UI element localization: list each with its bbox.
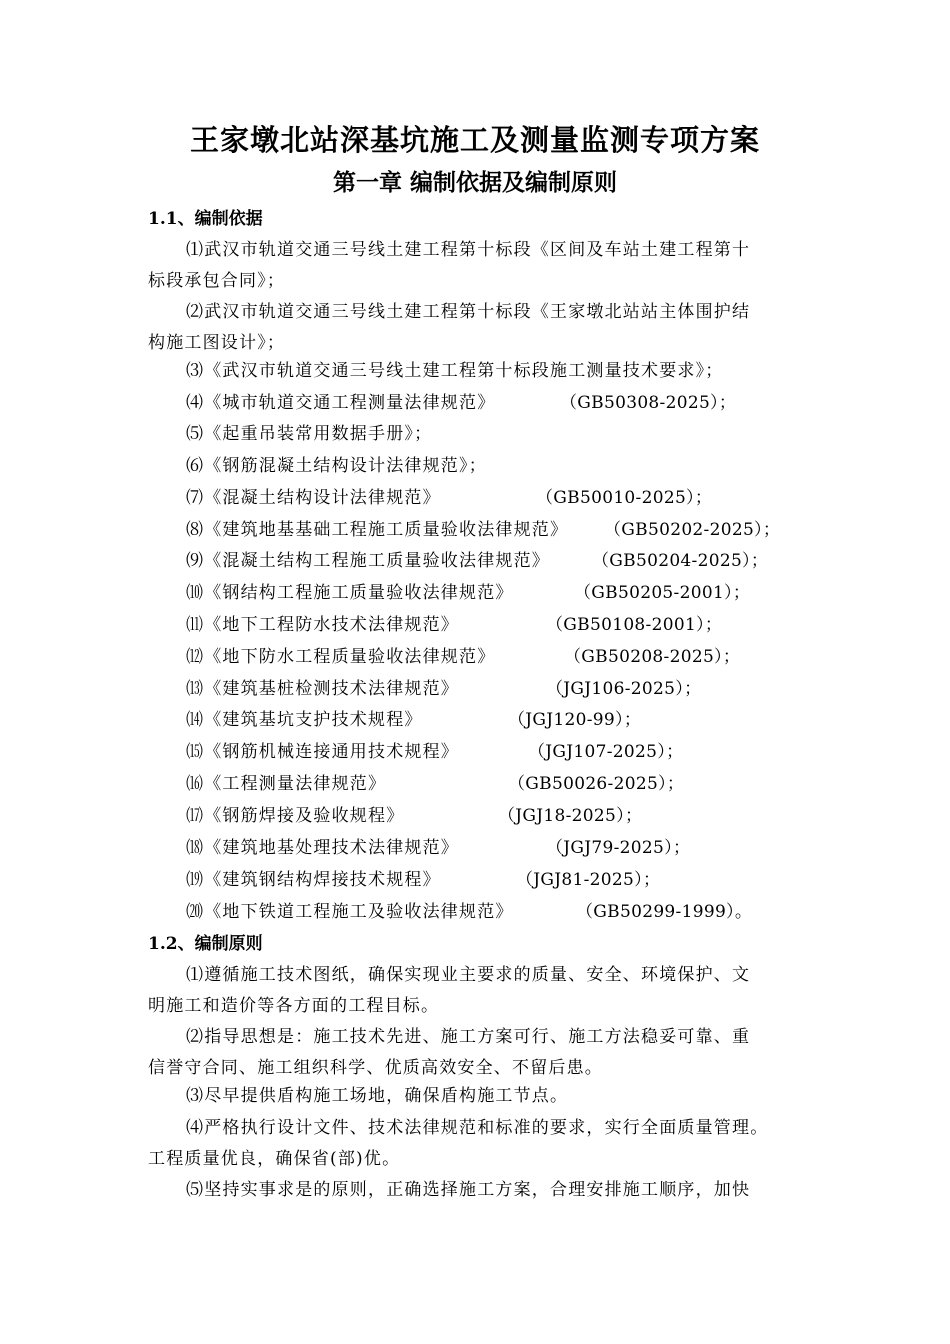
standard-name: ⑺《混凝土结构设计法律规范》 — [186, 488, 441, 508]
standard-name: ⑾《地下工程防水技术法律规范》 — [186, 615, 459, 635]
basis-item — [186, 642, 741, 667]
basis-item — [186, 801, 643, 826]
basis-item — [186, 737, 684, 762]
section-heading-basis: 1.1、编制依据 — [148, 209, 263, 229]
basis-item — [186, 388, 737, 413]
standard-name: ⒀《建筑基桩检测技术法律规范》 — [186, 679, 459, 699]
standard-name: ⒆《建筑钢结构焊接技术规程》 — [186, 870, 441, 890]
basis-item — [186, 674, 702, 699]
standard-code: （GB50205-2001）； — [574, 583, 751, 603]
standard-name: ⑷《城市轨道交通工程测量法律规范》 — [186, 393, 496, 413]
document-title: 王家墩北站深基坑施工及测量监测专项方案 — [189, 123, 760, 157]
basis-item — [186, 419, 432, 444]
basis-item-continuation: 构施工图设计》； — [148, 333, 286, 353]
principle-item: ⑸坚持实事求是的原则，正确选择施工方案，合理安排施工顺序，加快 — [186, 1180, 751, 1200]
principle-item: ⑵指导思想是：施工技术先进、施工方案可行、施工方法稳妥可靠、重 — [186, 1027, 751, 1047]
standard-code: （GB50010-2025）； — [536, 488, 713, 508]
basis-item — [186, 769, 685, 794]
basis-item: ⑶《武汉市轨道交通三号线土建工程第十标段施工测量技术要求》； — [186, 361, 724, 381]
basis-item — [186, 515, 781, 540]
principle-item: ⑴遵循施工技术图纸，确保实现业主要求的质量、安全、环境保护、文 — [186, 965, 751, 985]
chapter-heading: 第一章 编制依据及编制原则 — [332, 169, 617, 196]
principle-item: ⑶尽早提供盾构施工场地，确保盾构施工节点。 — [186, 1086, 569, 1106]
standard-code: （JGJ106-2025）； — [546, 679, 702, 699]
standard-code: （JGJ81-2025）； — [516, 870, 661, 890]
principle-item: ⑷严格执行设计文件、技术法律规范和标准的要求，实行全面质量管理。 — [186, 1118, 769, 1138]
standard-code: （GB50208-2025）； — [564, 647, 741, 667]
basis-item — [186, 705, 642, 730]
standard-code: （GB50299-1999）。 — [576, 902, 753, 922]
basis-item-continuation: 标段承包合同》； — [148, 271, 286, 291]
standard-code: （JGJ18-2025）； — [498, 806, 643, 826]
principle-item-continuation: 信誉守合同、施工组织科学、优质高效安全、不留后患。 — [148, 1058, 603, 1078]
standard-code: （JGJ107-2025）； — [528, 742, 684, 762]
basis-item — [186, 578, 751, 603]
standard-code: （GB50202-2025）； — [604, 520, 781, 540]
basis-item — [186, 483, 713, 508]
standard-name: ⒅《建筑地基处理技术法律规范》 — [186, 838, 459, 858]
standard-name: ⒁《建筑基坑支护技术规程》 — [186, 710, 423, 730]
basis-item — [186, 897, 753, 922]
standard-code: （GB50108-2001）； — [546, 615, 723, 635]
standard-code: （GB50204-2025）； — [592, 551, 769, 571]
standard-name: ⒇《地下铁道工程施工及验收法律规范》 — [186, 902, 514, 922]
standard-name: ⑻《建筑地基基础工程施工质量验收法律规范》 — [186, 520, 569, 540]
basis-item — [186, 865, 661, 890]
standard-name: ⑿《地下防水工程质量验收法律规范》 — [186, 647, 496, 667]
standard-name: ⒃《工程测量法律规范》 — [186, 774, 387, 794]
standard-code: （JGJ79-2025）； — [546, 838, 691, 858]
basis-item: ⑵武汉市轨道交通三号线土建工程第十标段《王家墩北站站主体围护结 — [186, 302, 751, 322]
basis-item: ⑴武汉市轨道交通三号线土建工程第十标段《区间及车站土建工程第十 — [186, 240, 751, 260]
basis-item — [186, 610, 723, 635]
section-heading-principles: 1.2、编制原则 — [148, 934, 263, 954]
basis-item — [186, 451, 487, 476]
standard-name: ⑽《钢结构工程施工质量验收法律规范》 — [186, 583, 514, 603]
standard-name: ⑸《起重吊装常用数据手册》； — [186, 424, 433, 444]
principle-item-continuation: 明施工和造价等各方面的工程目标。 — [148, 996, 440, 1016]
basis-item — [186, 833, 691, 858]
principle-item-continuation: 工程质量优良，确保省(部)优。 — [148, 1149, 401, 1169]
standard-code: （GB50308-2025）； — [560, 393, 737, 413]
standard-name: ⒂《钢筋机械连接通用技术规程》 — [186, 742, 459, 762]
standard-code: （JGJ120-99）； — [508, 710, 642, 730]
standard-code: （GB50026-2025）； — [508, 774, 685, 794]
standard-name: ⑼《混凝土结构工程施工质量验收法律规范》 — [186, 551, 550, 571]
standard-name: ⒄《钢筋焊接及验收规程》 — [186, 806, 405, 826]
basis-item — [186, 546, 769, 571]
standard-name: ⑹《钢筋混凝土结构设计法律规范》； — [186, 456, 487, 476]
